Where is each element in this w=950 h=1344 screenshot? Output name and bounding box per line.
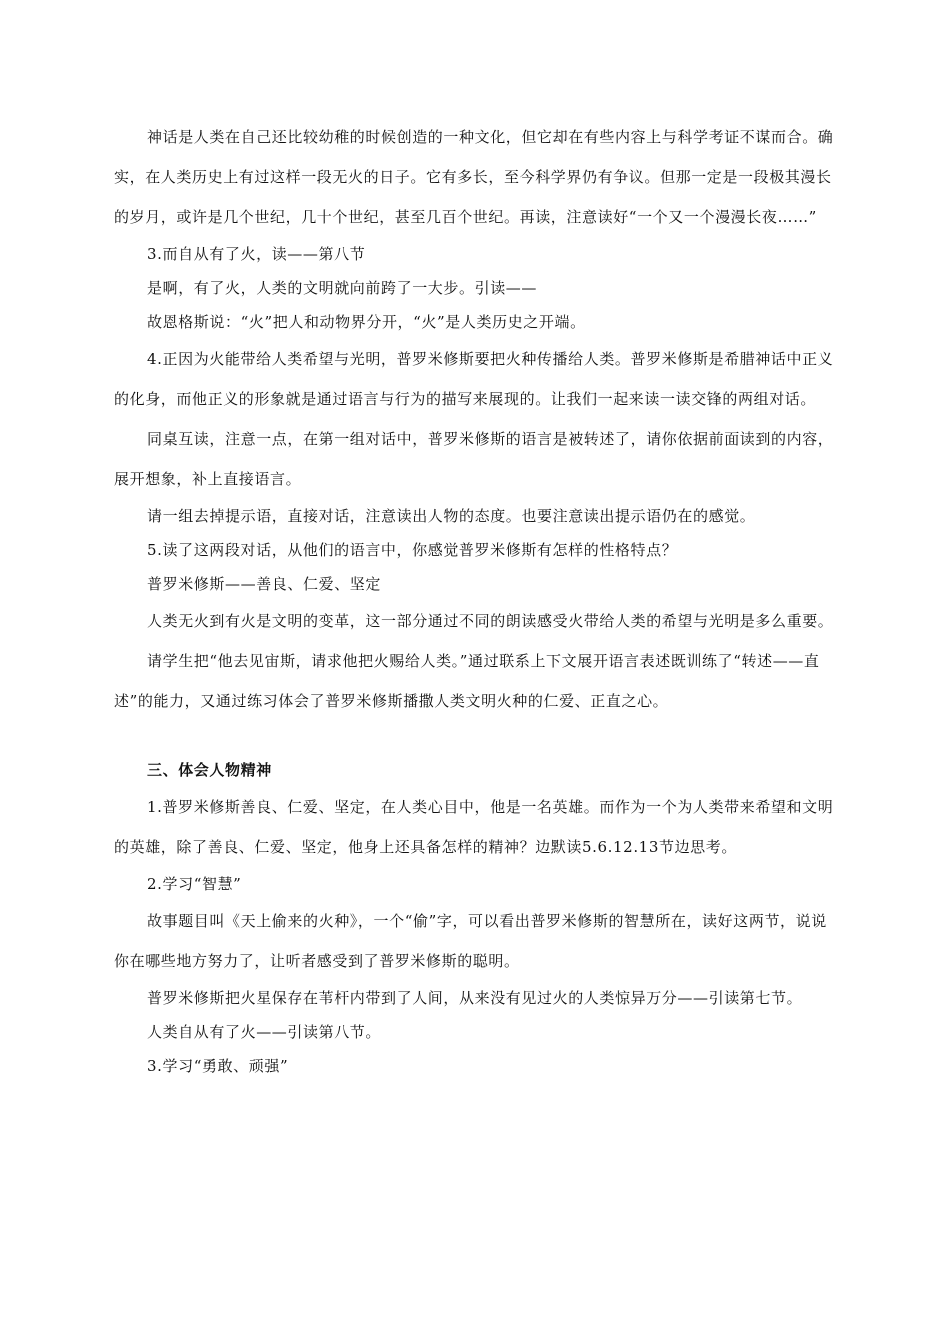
paragraph-item-5: 5.读了这两段对话，从他们的语言中，你感觉普罗米修斯有怎样的性格特点？ (147, 541, 678, 559)
paragraph-reed-stalk: 普罗米修斯把火星保存在苇杆内带到了人间，从来没有见过火的人类惊异万分——引读第七节。 (147, 989, 803, 1007)
paragraph-item-4: 4.正因为火能带给人类希望与光明，普罗米修斯要把火种传播给人类。普罗米修斯是希腊神话中正义的化身，而他正义的形象就是通过语言与行为的描写来展现的。让我们一起来读一读交锋的两组对话。 (114, 350, 834, 408)
paragraph-item-3: 3.而自从有了火，读——第八节 (147, 245, 366, 263)
section-spacer (114, 721, 836, 753)
paragraph-item-3-brave: 3.学习“勇敢、顽强” (147, 1057, 289, 1075)
paragraph-group-dialogue: 请一组去掉提示语，直接对话，注意读出人物的态度。也要注意读出提示语仍在的感觉。 (147, 507, 756, 525)
paragraph-character-traits: 普罗米修斯——善良、仁爱、坚定 (147, 575, 382, 593)
paragraph-partner-reading: 同桌互读，注意一点，在第一组对话中，普罗米修斯的语言是被转述了，请你依据前面读到的内容，展开想象，补上直接语言。 (114, 430, 834, 488)
paragraph-civilization-step: 是啊，有了火，人类的文明就向前跨了一大步。引读—— (147, 279, 538, 297)
paragraph-engels-quote: 故恩格斯说：“火”把人和动物界分开，“火”是人类历史之开端。 (147, 313, 586, 331)
section-heading: 三、体会人物精神 (147, 761, 272, 779)
paragraph-since-fire: 人类自从有了火——引读第八节。 (147, 1023, 382, 1041)
paragraph-item-2: 2.学习“智慧” (147, 875, 242, 893)
paragraph-title-steal: 故事题目叫《天上偷来的火种》，一个“偷”字，可以看出普罗米修斯的智慧所在，读好这两节，说说你在哪些地方努力了，让听者感受到了普罗米修斯的聪明。 (114, 912, 827, 970)
paragraph-item-1: 1.普罗米修斯善良、仁爱、坚定，在人类心目中，他是一名英雄。而作为一个为人类带来希望和文明的英雄，除了善良、仁爱、坚定，他身上还具备怎样的精神？边默读5.6.12.13节边思考。 (114, 798, 834, 856)
paragraph-fire-revolution: 人类无火到有火是文明的变革，这一部分通过不同的朗读感受火带给人类的希望与光明是多么重要。 (147, 612, 834, 630)
paragraph-retelling-practice: 请学生把“他去见宙斯，请求他把火赐给人类。”通过联系上下文展开语言表述既训练了“转述——直述”的能力，又通过练习体会了普罗米修斯播撒人类文明火种的仁爱、正直之心。 (114, 652, 820, 710)
document-body (114, 117, 836, 1083)
paragraph-myth-culture: 神话是人类在自己还比较幼稚的时候创造的一种文化，但它却在有些内容上与科学考证不谋而合。确实，在人类历史上有过这样一段无火的日子。它有多长，至今科学界仍有争议。但那一定是一段极其漫长的岁月，或许是几个世纪，几十个世纪，甚至几百个世纪。再读，注意读好“一个又一个漫漫长夜……” (114, 128, 834, 226)
